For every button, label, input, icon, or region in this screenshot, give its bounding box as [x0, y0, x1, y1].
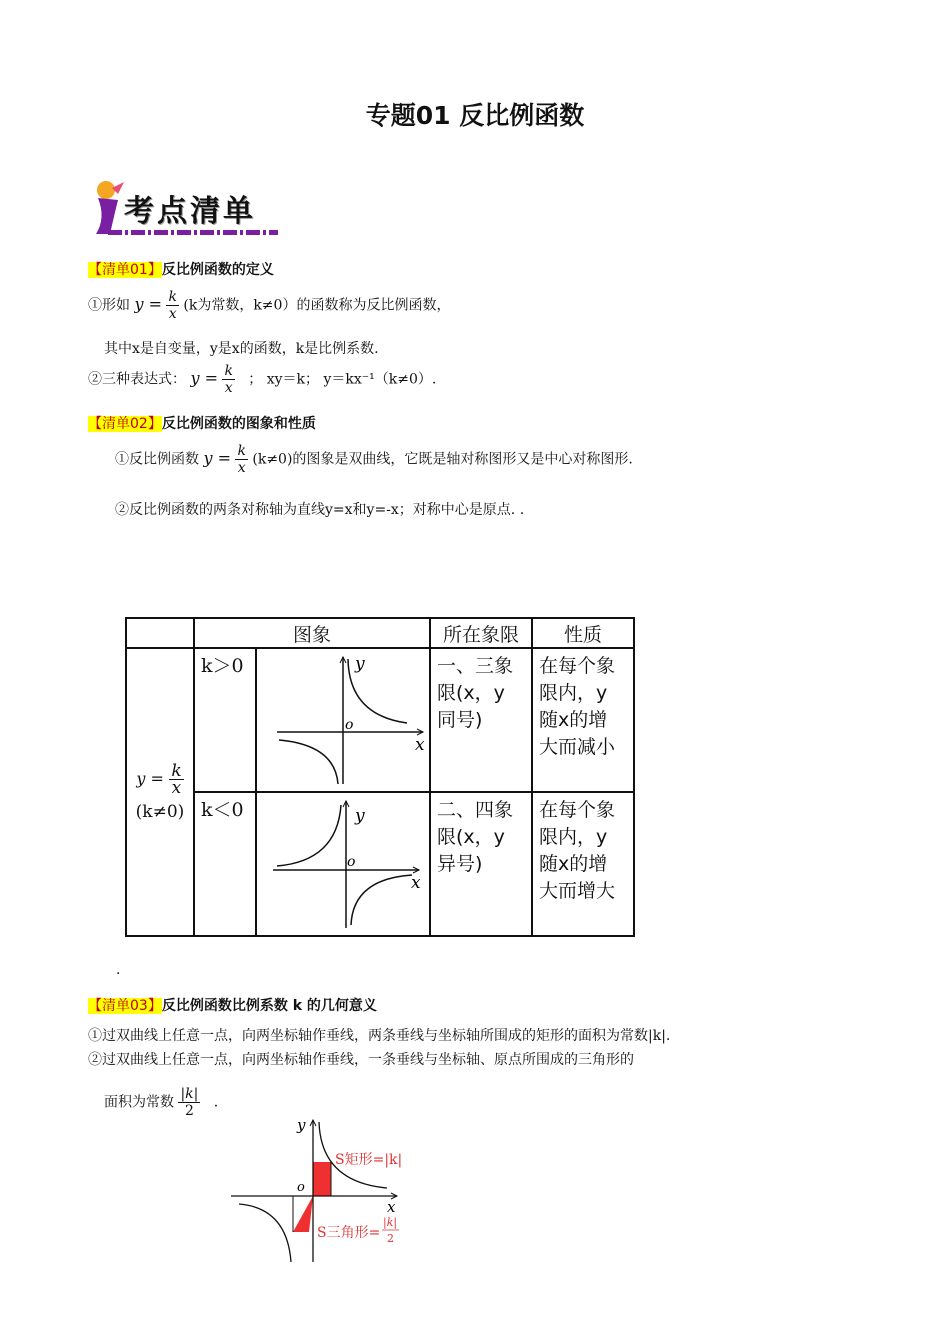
property-line: 限内，y [539, 682, 608, 704]
section2-heading [88, 413, 316, 433]
property-line: 在每个象 [539, 799, 616, 821]
section1-title: 反比例函数的定义 [161, 262, 274, 278]
line-text: ②三种表达式： [88, 371, 186, 388]
equation-y: y = [203, 448, 231, 468]
geometric-meaning-figure [225, 1112, 425, 1267]
hyperbola-branch-q3 [279, 740, 338, 784]
triangle-frac-den: 2 [387, 1232, 394, 1245]
rectangle-area [313, 1162, 331, 1196]
graph-cell [256, 792, 430, 936]
header-cell: 性质 [532, 618, 634, 648]
condition-text: k＜0 [201, 799, 244, 821]
property-line: 大而增大 [539, 880, 616, 902]
line-text: (k≠0)的图象是双曲线，它既是轴对称图形又是中心对称图形. [252, 451, 633, 468]
mascot-icon [88, 178, 128, 238]
equation-y: y = [190, 368, 218, 388]
banner-divider [108, 230, 278, 235]
page-title: 专题01 反比例函数 [365, 101, 585, 130]
hyperbola-graph-negative [257, 793, 429, 930]
properties-table [125, 617, 635, 937]
property-text [533, 649, 633, 765]
y-label: y [355, 806, 365, 826]
stray-dot: . [116, 962, 121, 978]
function-formula [127, 760, 193, 798]
triangle-area-label: S三角形= [317, 1225, 381, 1241]
quadrant-line: 限(x，y [437, 826, 505, 848]
equation-y: y = [136, 768, 164, 788]
header-cell: 图象 [194, 618, 430, 648]
line-text: 面积为常数 [104, 1094, 174, 1111]
triangle-frac-num: |k| [383, 1216, 398, 1229]
graph-cell [256, 648, 430, 792]
x-label: x [411, 873, 421, 893]
frac-num: k [171, 760, 182, 781]
property-line: 在每个象 [539, 655, 616, 677]
hyperbola-branch-q2 [277, 805, 341, 866]
quadrant-line: 限(x，y [437, 682, 505, 704]
line-text: ①反比例函数 [115, 451, 199, 468]
section3-line2: ②过双曲线上任意一点，向两坐标轴作垂线，一条垂线与坐标轴、原点所围成的三角形的 [88, 1052, 634, 1068]
line-text: ①形如 [88, 297, 130, 314]
condition-cell [194, 648, 256, 792]
section2-line1 [115, 443, 633, 476]
property-line: 限内，y [539, 826, 608, 848]
triangle-area [293, 1196, 313, 1232]
quadrant-cell [430, 792, 532, 936]
function-cell [126, 648, 194, 936]
section3-heading [88, 995, 377, 1015]
header-cell [126, 618, 194, 648]
banner-text: 考点清单 [124, 194, 256, 229]
section1-line3 [88, 363, 436, 396]
condition-text: k＞0 [201, 655, 244, 677]
condition-cell [194, 792, 256, 936]
frac-den: x [237, 460, 246, 476]
section3-line3 [104, 1086, 218, 1119]
frac-num: k [168, 289, 177, 305]
property-text [533, 793, 633, 909]
hyperbola-branch-q4 [351, 875, 412, 925]
quadrant-text [431, 649, 531, 738]
y-label: y [355, 654, 365, 674]
quadrant-line: 同号) [437, 709, 483, 731]
line-text: . [213, 1094, 219, 1111]
section3-line1: ①过双曲线上任意一点，向两坐标轴作垂线，两条垂线与坐标轴所围成的矩形的面积为常数|k|. [88, 1028, 671, 1044]
property-line: 随x的增 [539, 709, 608, 731]
origin-label: o [297, 1180, 305, 1195]
section2-tag: 【清单02】 [88, 416, 162, 432]
property-line: 随x的增 [539, 853, 608, 875]
line-text: (k为常数，k≠0）的函数称为反比例函数， [183, 297, 451, 314]
property-cell [532, 648, 634, 792]
origin-label: o [345, 717, 354, 733]
hyperbola-graph-positive [257, 649, 429, 786]
y-label: y [297, 1116, 306, 1134]
fraction-k-over-x [235, 443, 247, 476]
quadrant-line: 一、三象 [437, 655, 514, 677]
frac-den: x [224, 380, 233, 396]
property-line: 大而减小 [539, 736, 616, 758]
quadrant-text [431, 793, 531, 882]
quadrant-line: 异号) [437, 853, 483, 875]
table-row [126, 792, 634, 936]
fraction-k-over-x [222, 363, 234, 396]
rectangle-area-label: S矩形=|k| [335, 1152, 403, 1168]
fraction-k-over-x [166, 289, 178, 322]
section3-tag: 【清单03】 [88, 998, 162, 1014]
equation-y: y = [134, 294, 162, 314]
section1-heading [88, 259, 274, 279]
x-label: x [387, 1198, 396, 1216]
header-cell: 所在象限 [430, 618, 532, 648]
section1-line2: 其中x是自变量，y是x的函数，k是比例系数. [104, 341, 379, 357]
section3-title: 反比例函数比例系数 k 的几何意义 [161, 998, 377, 1014]
line-text: ； xy＝k； y＝kx⁻¹（k≠0）. [248, 371, 437, 388]
section1-tag: 【清单01】 [88, 262, 162, 278]
quadrant-cell [430, 648, 532, 792]
section1-line1 [88, 289, 450, 322]
section-banner [88, 178, 288, 242]
frac-den: x [168, 306, 177, 322]
fraction-abs-k-over-2 [178, 1086, 200, 1119]
frac-num: |k| [180, 1086, 199, 1102]
x-label: x [415, 735, 425, 755]
frac-num: k [237, 443, 246, 459]
hyperbola-branch-q3 [239, 1204, 291, 1262]
section2-title: 反比例函数的图象和性质 [161, 416, 316, 432]
quadrant-line: 二、四象 [437, 799, 514, 821]
frac-den: x [171, 777, 182, 798]
property-cell [532, 792, 634, 936]
fraction-k-over-x [169, 760, 183, 798]
frac-den: 2 [184, 1103, 194, 1119]
frac-num: k [224, 363, 233, 379]
table-header-row [126, 618, 634, 648]
function-condition: (k≠0) [135, 801, 185, 822]
origin-label: o [347, 854, 356, 870]
section2-line2: ②反比例函数的两条对称轴为直线y=x和y=-x；对称中心是原点. . [115, 502, 525, 518]
table-row [126, 648, 634, 792]
